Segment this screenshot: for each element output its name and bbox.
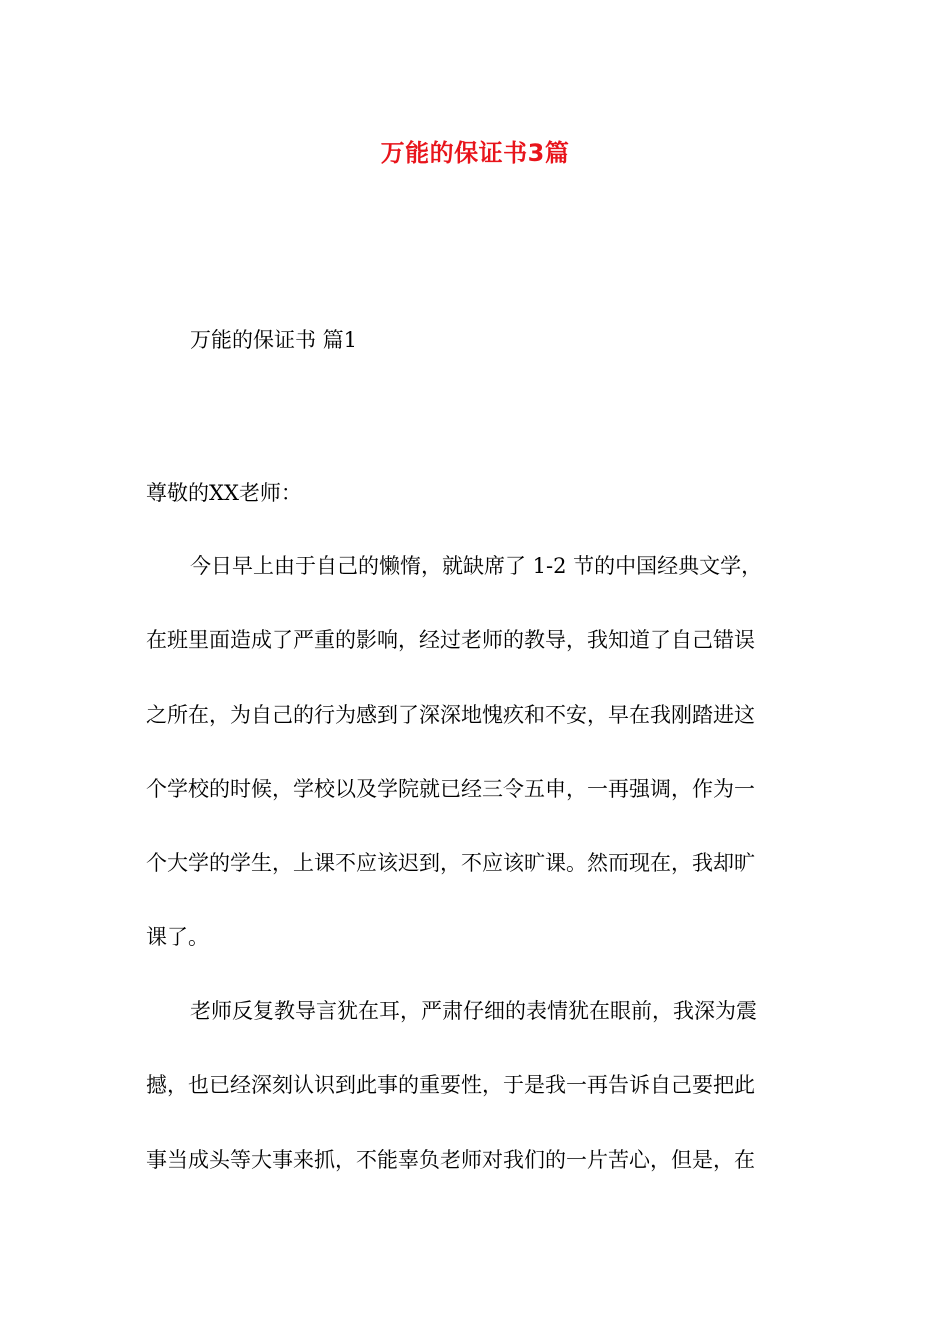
- paragraph-1-line: 今日早上由于自己的懒惰，就缺席了 1-2 节的中国经典文学，: [190, 554, 763, 578]
- paragraph-1-line: 课了。: [146, 925, 209, 949]
- paragraph-2-line: 老师反复教导言犹在耳，严肃仔细的表情犹在眼前，我深为震: [190, 999, 757, 1023]
- paragraph-1-line: 个学校的时候，学校以及学院就已经三令五申，一再强调，作为一: [146, 777, 755, 801]
- document-title: 万能的保证书3篇: [380, 139, 570, 167]
- section-heading: 万能的保证书 篇1: [190, 328, 358, 352]
- paragraph-2-line: 事当成头等大事来抓，不能辜负老师对我们的一片苦心，但是，在: [146, 1148, 755, 1172]
- paragraph-2-line: 撼，也已经深刻认识到此事的重要性，于是我一再告诉自己要把此: [146, 1073, 755, 1097]
- paragraph-1-line: 在班里面造成了严重的影响，经过老师的教导，我知道了自己错误: [146, 628, 755, 652]
- salutation: 尊敬的XX老师：: [146, 481, 302, 505]
- paragraph-1-line: 之所在，为自己的行为感到了深深地愧疚和不安，早在我刚踏进这: [146, 703, 755, 727]
- paragraph-1-line: 个大学的学生，上课不应该迟到，不应该旷课。然而现在，我却旷: [146, 851, 755, 875]
